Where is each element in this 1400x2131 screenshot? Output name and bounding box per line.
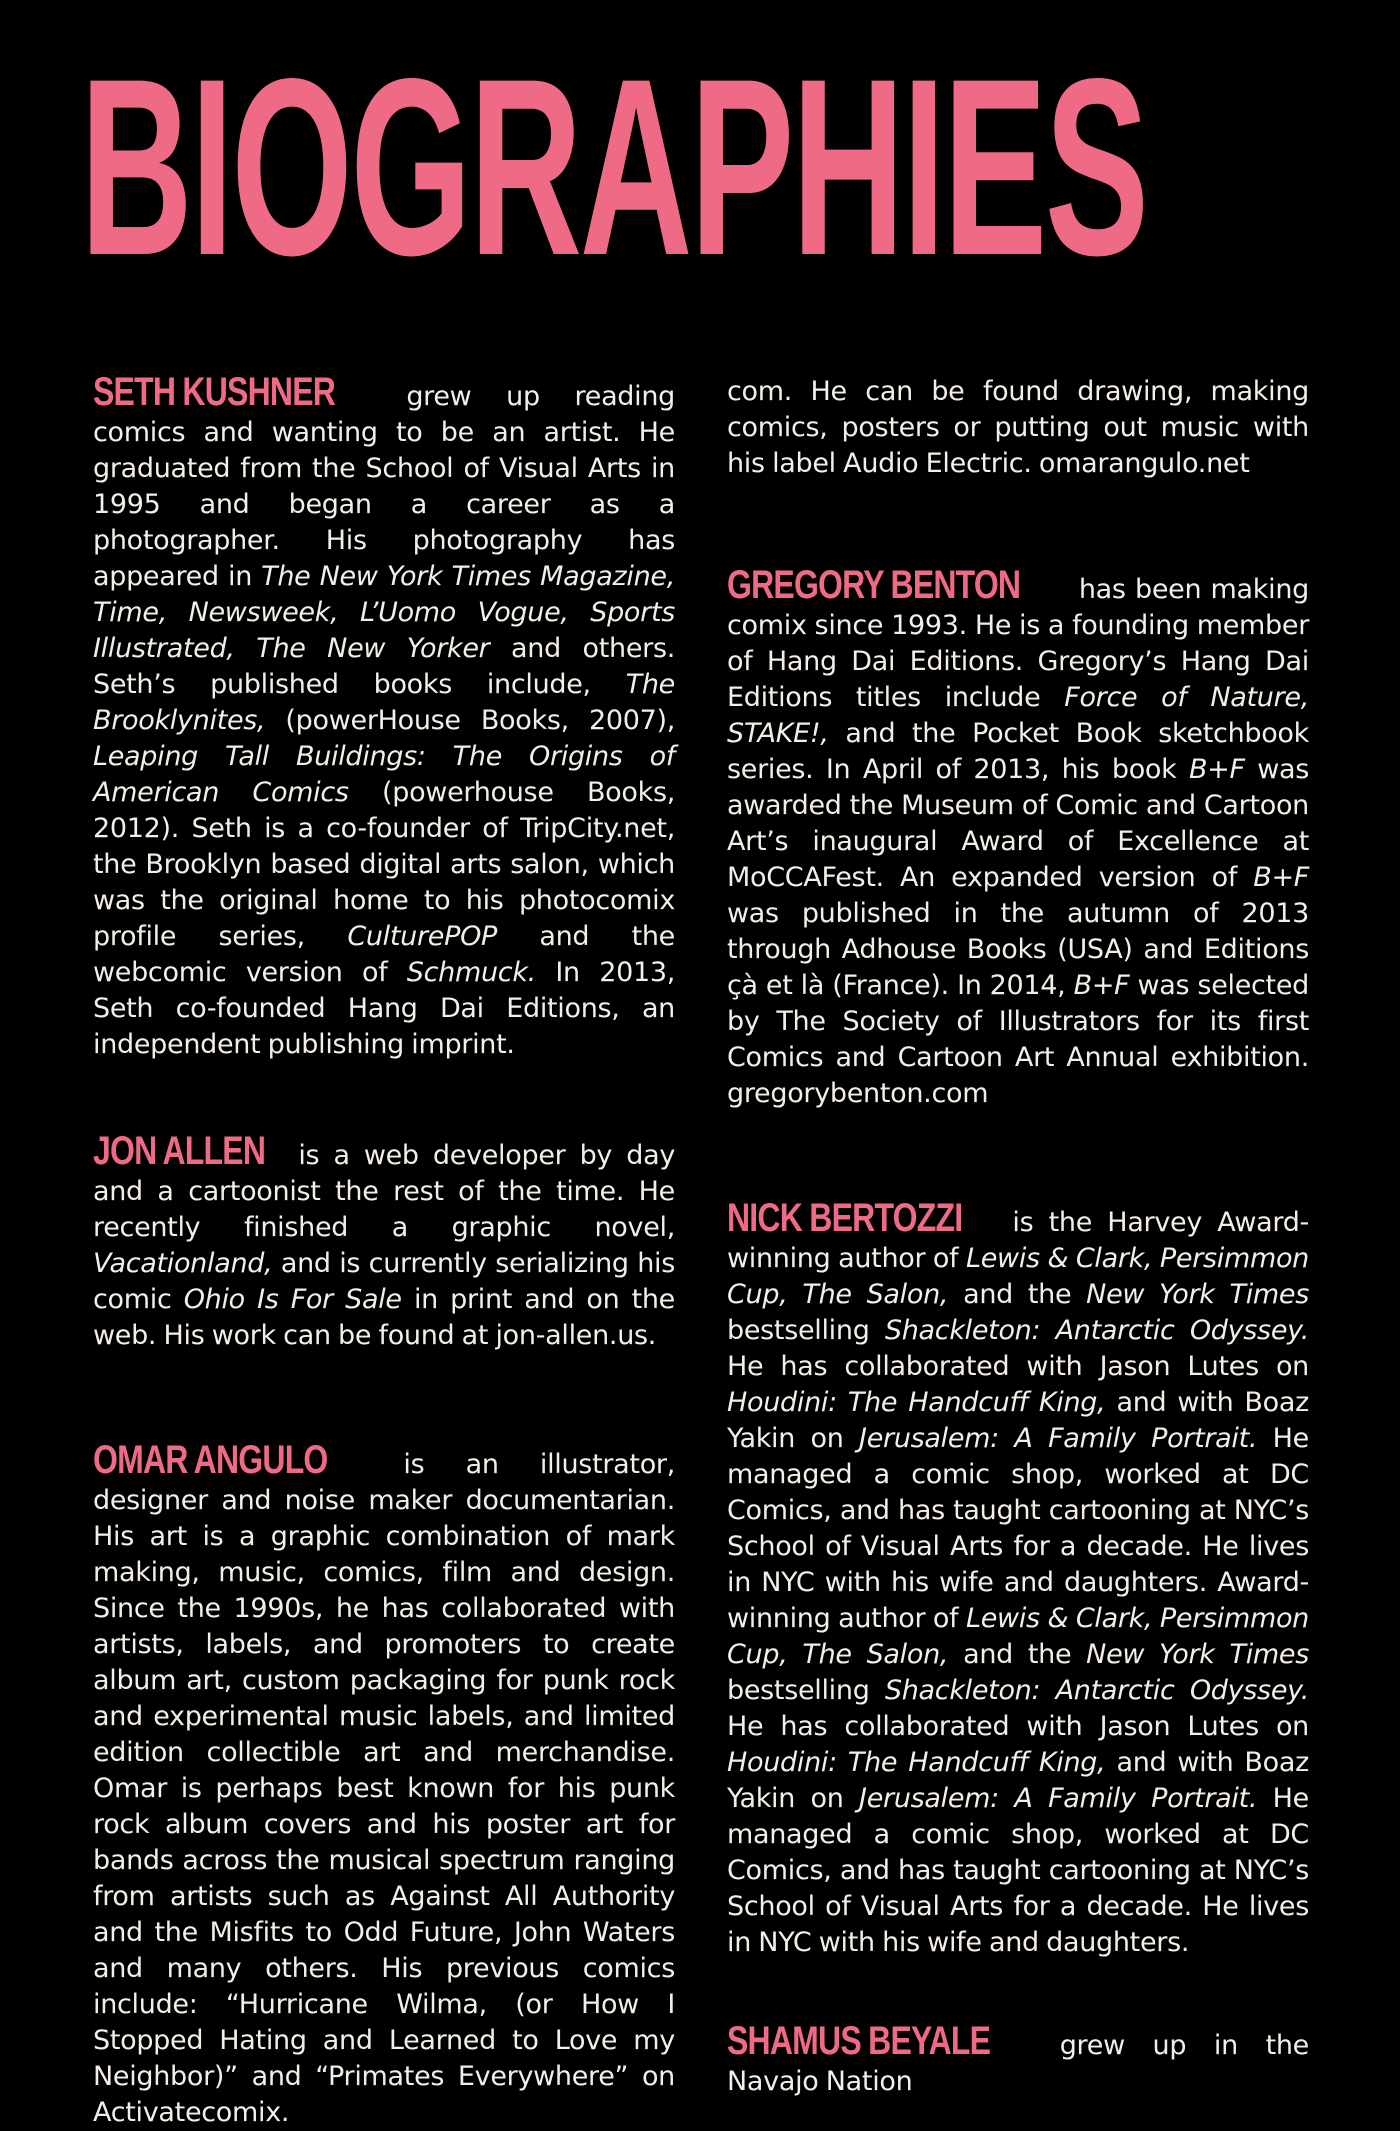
bio-italic: New York Times — [1086, 1279, 1309, 1310]
bio-italic: Ohio Is For Sale — [183, 1284, 402, 1315]
bio-italic: Shackleton: Antarctic Odyssey. — [884, 1315, 1309, 1346]
bio-name: GREGORY BENTON — [727, 563, 1021, 607]
bio-italic: Jerusalem: A Family Portrait. — [859, 1783, 1258, 1814]
bio-nick-bertozzi — [727, 1196, 1309, 1961]
left-column — [93, 370, 675, 2131]
bio-italic: B+F — [1253, 862, 1309, 893]
bio-text: and others. Seth’s published books include, — [93, 633, 675, 700]
bio-seth-kushner — [93, 370, 675, 1063]
bio-italic: Vacationland, — [93, 1248, 273, 1279]
bio-italic: Houdini: The Handcuff King, — [727, 1747, 1106, 1778]
bio-text: and with Boaz Yakin on — [727, 1387, 1309, 1454]
bio-italic: B+F — [1188, 754, 1245, 785]
bio-name: NICK BERTOZZI — [727, 1196, 963, 1240]
bio-text: was published in the autumn of 2013 through Adhouse Books (USA) and Editions çà et là (France). In 2014, — [727, 898, 1309, 1001]
bio-text: and the — [948, 1639, 1087, 1670]
bio-text: has been making comix since 1993. He is a founding member of Hang Dai Editions. Gregory’s Hang Dai Editions titles include — [727, 574, 1309, 713]
bio-italic: Houdini: The Handcuff King, — [727, 1387, 1106, 1418]
bio-text: He managed a comic shop, worked at DC Comics, and has taught cartooning at NYC’s School of Visual Arts for a decade. He lives in NYC with his wife and daughters. — [727, 1783, 1309, 1958]
bio-italic: The New York Times Magazine, Time, Newsweek, L’Uomo Vogue, Sports Illustrated, The New Yorker — [93, 561, 675, 664]
bio-italic: Lewis & Clark, Persimmon Cup, The Salon, — [727, 1243, 1309, 1310]
bio-gregory-benton — [727, 563, 1310, 1112]
bio-name: JON ALLEN — [93, 1129, 266, 1173]
bio-text: and the webcomic version of — [93, 921, 675, 988]
bio-text: (powerhouse Books, 2012). Seth is a co-founder of TripCity.net, the Brooklyn based digital arts salon, which was the original home to his photocomix profile series, — [93, 777, 675, 952]
bio-jon-allen — [93, 1129, 675, 1354]
bio-text: He has collaborated with Jason Lutes on — [727, 1711, 1309, 1742]
bio-italic: Jerusalem: A Family Portrait. — [859, 1423, 1258, 1454]
bio-italic: The Brooklynites, — [93, 669, 675, 736]
bio-text: was selected by The Society of Illustrators for its first Comics and Cartoon Art Annual exhibition. gregorybenton.com — [727, 970, 1309, 1109]
bio-name: OMAR ANGULO — [93, 1438, 328, 1482]
bio-italic: Schmuck. — [406, 957, 536, 988]
bio-name: SETH KUSHNER — [93, 370, 336, 414]
bio-text: was awarded the Museum of Comic and Cartoon Art’s inaugural Award of Excellence at MoCCAFest. An expanded version of — [727, 754, 1309, 893]
bio-text: bestselling — [727, 1675, 885, 1706]
bio-italic: New York Times — [1086, 1639, 1309, 1670]
page-title: BIOGRAPHIES — [80, 27, 1147, 308]
bio-italic: CulturePOP — [347, 921, 498, 952]
bio-shamus-beyale — [727, 2019, 1309, 2100]
bio-text: and is currently serializing his comic — [93, 1248, 675, 1315]
bio-text: in print and on the web. His work can be found at jon-allen.us. — [93, 1284, 675, 1351]
bio-text: is a web developer by day and a cartoonist the rest of the time. He recently finished a graphic novel, — [93, 1140, 675, 1243]
bio-text: He managed a comic shop, worked at DC Comics, and has taught cartooning at NYC’s School of Visual Arts for a decade. He lives in NYC with his wife and daughters. Award-winning author of — [727, 1423, 1309, 1634]
bio-text: (powerHouse Books, 2007), — [265, 705, 675, 736]
bio-text: is the Harvey Award-winning author of — [727, 1207, 1309, 1274]
bio-omar-angulo-continued: com. He can be found drawing, making comics, posters or putting out music with his label Audio Electric. omarangulo.net — [727, 376, 1309, 479]
bio-name: SHAMUS BEYALE — [727, 2019, 991, 2063]
bio-text: He has collaborated with Jason Lutes on — [727, 1351, 1309, 1382]
bio-italic: Leaping Tall Buildings: The Origins of American Comics — [93, 741, 675, 808]
bio-italic: Lewis & Clark, Persimmon Cup, The Salon, — [727, 1603, 1309, 1670]
bio-italic: Force of Nature, STAKE!, — [727, 682, 1310, 749]
right-column — [727, 374, 1309, 2100]
bio-text: grew up reading comics and wanting to be an artist. He graduated from the School of Visual Arts in 1995 and began a career as a photographer. His photography has appeared in — [93, 381, 675, 592]
bio-text: and with Boaz Yakin on — [727, 1747, 1309, 1814]
bio-text: grew up in the Navajo Nation — [727, 2030, 1309, 2097]
bio-omar-angulo — [93, 1438, 675, 2131]
bio-text: is an illustrator, designer and noise maker documentarian. His art is a graphic combination of mark making, music, comics, film and design. Since the 1990s, he has collaborated with artists, labels, and promoters to create album art, custom packaging for punk rock and experimental music labels, and limited edition collectible art and merchandise. Omar is perhaps best known for his punk rock album covers and his poster art for bands across the musical spectrum ranging from artists such as Against All Authority and the Misfits to Odd Future, John Waters and many others. His previous comics include: “Hurricane Wilma, (or How I Stopped Hating and Learned to Love my Neighbor)” and “Primates Everywhere” on Activatecomix. — [93, 1449, 675, 2128]
bio-text: bestselling — [727, 1315, 885, 1346]
bio-italic: Shackleton: Antarctic Odyssey. — [884, 1675, 1309, 1706]
bio-italic: B+F — [1073, 970, 1130, 1001]
bio-text: and the — [948, 1279, 1087, 1310]
bio-text: In 2013, Seth co-founded Hang Dai Editions, an independent publishing imprint. — [93, 957, 675, 1060]
bio-text: and the Pocket Book sketchbook series. In April of 2013, his book — [727, 718, 1309, 785]
